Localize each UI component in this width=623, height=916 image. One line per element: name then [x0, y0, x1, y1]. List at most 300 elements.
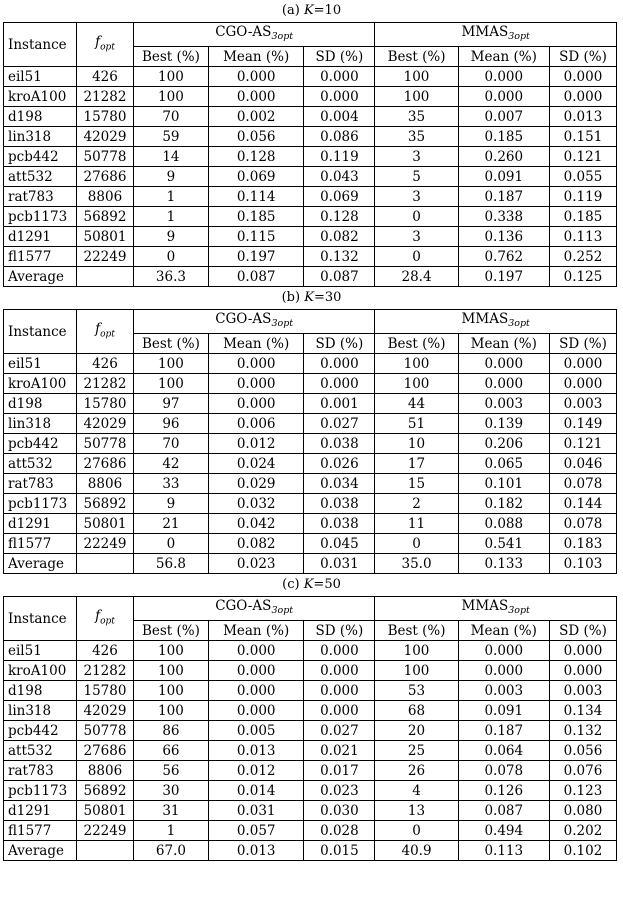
- value-cell: 15780: [77, 681, 134, 701]
- value-cell: 0.125: [549, 267, 616, 287]
- value-cell: 50778: [77, 147, 134, 167]
- value-cell: 0.012: [208, 434, 303, 454]
- instance-cell: fl1577: [4, 534, 77, 554]
- value-cell: [77, 267, 134, 287]
- value-cell: 21282: [77, 374, 134, 394]
- value-cell: 50801: [77, 514, 134, 534]
- table-row: [4, 741, 617, 761]
- value-cell: 0.021: [304, 741, 375, 761]
- table-caption: [0, 574, 623, 596]
- value-cell: 0.000: [208, 681, 303, 701]
- fopt-header: [77, 23, 134, 67]
- table-row: [4, 107, 617, 127]
- value-cell: 100: [133, 681, 208, 701]
- instance-header: Instance: [4, 23, 77, 67]
- fopt-base: f: [95, 33, 101, 50]
- instance-cell: fl1577: [4, 247, 77, 267]
- value-cell: 0.004: [304, 107, 375, 127]
- table-row: [4, 681, 617, 701]
- mmas-best-header: Best (%): [375, 621, 458, 641]
- table-row: [4, 147, 617, 167]
- value-cell: 0.000: [458, 661, 549, 681]
- instance-cell: lin318: [4, 414, 77, 434]
- value-cell: 0.078: [549, 514, 616, 534]
- table-row: [4, 434, 617, 454]
- cgo-as-group-header: [133, 23, 375, 47]
- instance-cell: d198: [4, 681, 77, 701]
- value-cell: 0.027: [304, 414, 375, 434]
- results-table: [3, 309, 617, 574]
- instance-header: Instance: [4, 597, 77, 641]
- value-cell: 0.003: [549, 394, 616, 414]
- instance-cell: att532: [4, 167, 77, 187]
- value-cell: 0.113: [458, 841, 549, 861]
- value-cell: 426: [77, 67, 134, 87]
- value-cell: 0.541: [458, 534, 549, 554]
- value-cell: 5: [375, 167, 458, 187]
- value-cell: 0.144: [549, 494, 616, 514]
- results-table: [3, 22, 617, 287]
- table-row: [4, 354, 617, 374]
- value-cell: 2: [375, 494, 458, 514]
- mmas-group-header: [375, 310, 617, 334]
- value-cell: 0.000: [208, 67, 303, 87]
- instance-cell: pcb442: [4, 147, 77, 167]
- cgo-mean-header: Mean (%): [208, 334, 303, 354]
- value-cell: 0.185: [549, 207, 616, 227]
- value-cell: 70: [133, 107, 208, 127]
- cgo-name: CGO-AS: [215, 311, 272, 327]
- cgo-mean-header: Mean (%): [208, 621, 303, 641]
- value-cell: 0.260: [458, 147, 549, 167]
- value-cell: 0.139: [458, 414, 549, 434]
- average-row: [4, 841, 617, 861]
- mmas-group-header: [375, 23, 617, 47]
- instance-cell: lin318: [4, 127, 77, 147]
- value-cell: 0.151: [549, 127, 616, 147]
- instance-cell: eil51: [4, 67, 77, 87]
- value-cell: 0.002: [208, 107, 303, 127]
- value-cell: 0.014: [208, 781, 303, 801]
- instance-cell: Average: [4, 267, 77, 287]
- value-cell: 15780: [77, 107, 134, 127]
- instance-cell: d198: [4, 394, 77, 414]
- table-row: [4, 167, 617, 187]
- instance-cell: pcb442: [4, 434, 77, 454]
- value-cell: 66: [133, 741, 208, 761]
- value-cell: 70: [133, 434, 208, 454]
- fopt-base: f: [95, 607, 101, 624]
- value-cell: 0.000: [208, 641, 303, 661]
- caption-value: =30: [313, 290, 342, 305]
- instance-cell: rat783: [4, 474, 77, 494]
- instance-cell: d1291: [4, 227, 77, 247]
- table-row: [4, 127, 617, 147]
- value-cell: 4: [375, 781, 458, 801]
- value-cell: 56: [133, 761, 208, 781]
- value-cell: 3: [375, 147, 458, 167]
- table-row: [4, 801, 617, 821]
- value-cell: 56892: [77, 781, 134, 801]
- value-cell: 0.087: [208, 267, 303, 287]
- value-cell: [77, 841, 134, 861]
- value-cell: 0.012: [208, 761, 303, 781]
- caption-label: (b): [281, 290, 301, 305]
- value-cell: 0.119: [549, 187, 616, 207]
- fopt-symbol: [95, 33, 115, 53]
- value-cell: 0.046: [549, 454, 616, 474]
- value-cell: 0.064: [458, 741, 549, 761]
- value-cell: 0.024: [208, 454, 303, 474]
- value-cell: 0.028: [304, 821, 375, 841]
- table-row: [4, 227, 617, 247]
- instance-cell: Average: [4, 841, 77, 861]
- value-cell: 0.123: [549, 781, 616, 801]
- value-cell: 0.185: [458, 127, 549, 147]
- value-cell: 100: [375, 87, 458, 107]
- cgo-subscript: 3opt: [271, 605, 294, 616]
- value-cell: 0.006: [208, 414, 303, 434]
- value-cell: 0.029: [208, 474, 303, 494]
- value-cell: 0.080: [549, 801, 616, 821]
- instance-cell: pcb442: [4, 721, 77, 741]
- fopt-symbol: [95, 320, 115, 340]
- cgo-as-group-header: [133, 310, 375, 334]
- value-cell: 0.187: [458, 721, 549, 741]
- value-cell: 0.038: [304, 434, 375, 454]
- fopt-header: [77, 597, 134, 641]
- mmas-mean-header: Mean (%): [458, 334, 549, 354]
- value-cell: 0.013: [549, 107, 616, 127]
- value-cell: 8806: [77, 474, 134, 494]
- value-cell: 33: [133, 474, 208, 494]
- mmas-name: MMAS: [461, 24, 509, 40]
- value-cell: 0.023: [304, 781, 375, 801]
- value-cell: 42029: [77, 127, 134, 147]
- fopt-subscript: opt: [100, 42, 115, 53]
- fopt-subscript: opt: [100, 616, 115, 627]
- table-row: [4, 394, 617, 414]
- value-cell: 100: [375, 641, 458, 661]
- instance-cell: kroA100: [4, 374, 77, 394]
- fopt-header: [77, 310, 134, 354]
- instance-cell: pcb1173: [4, 781, 77, 801]
- value-cell: 0.128: [208, 147, 303, 167]
- value-cell: 0.128: [304, 207, 375, 227]
- value-cell: 0.043: [304, 167, 375, 187]
- cgo-best-header: Best (%): [133, 47, 208, 67]
- value-cell: 0.076: [549, 761, 616, 781]
- value-cell: 0.132: [549, 721, 616, 741]
- value-cell: 0.007: [458, 107, 549, 127]
- value-cell: 0.078: [549, 474, 616, 494]
- value-cell: 14: [133, 147, 208, 167]
- value-cell: 0.000: [549, 67, 616, 87]
- value-cell: 0: [375, 247, 458, 267]
- instance-cell: fl1577: [4, 821, 77, 841]
- average-row: [4, 554, 617, 574]
- value-cell: 0.000: [549, 374, 616, 394]
- value-cell: 0.102: [549, 841, 616, 861]
- value-cell: 56892: [77, 207, 134, 227]
- value-cell: 0: [375, 821, 458, 841]
- value-cell: 13: [375, 801, 458, 821]
- instance-header: Instance: [4, 310, 77, 354]
- value-cell: 0.082: [304, 227, 375, 247]
- value-cell: 1: [133, 207, 208, 227]
- value-cell: 0.000: [208, 661, 303, 681]
- value-cell: 0.013: [208, 841, 303, 861]
- value-cell: 11: [375, 514, 458, 534]
- value-cell: 9: [133, 167, 208, 187]
- mmas-name: MMAS: [461, 598, 509, 614]
- value-cell: 9: [133, 494, 208, 514]
- table-row: [4, 87, 617, 107]
- value-cell: 100: [133, 354, 208, 374]
- value-cell: 28.4: [375, 267, 458, 287]
- table-row: [4, 374, 617, 394]
- mmas-subscript: 3opt: [508, 318, 530, 329]
- mmas-subscript: 3opt: [508, 605, 530, 616]
- value-cell: 0.182: [458, 494, 549, 514]
- value-cell: 0.005: [208, 721, 303, 741]
- value-cell: 0.087: [304, 267, 375, 287]
- table-row: [4, 781, 617, 801]
- value-cell: 0.000: [304, 681, 375, 701]
- value-cell: 68: [375, 701, 458, 721]
- value-cell: 0.000: [304, 374, 375, 394]
- value-cell: 0.082: [208, 534, 303, 554]
- value-cell: 0.187: [458, 187, 549, 207]
- instance-cell: rat783: [4, 187, 77, 207]
- value-cell: 0: [375, 534, 458, 554]
- value-cell: 0.056: [549, 741, 616, 761]
- value-cell: 1: [133, 821, 208, 841]
- value-cell: 56.8: [133, 554, 208, 574]
- value-cell: 0.091: [458, 167, 549, 187]
- value-cell: 0.000: [458, 374, 549, 394]
- value-cell: 0.069: [304, 187, 375, 207]
- value-cell: 0.000: [304, 67, 375, 87]
- caption-variable: K: [303, 577, 314, 592]
- value-cell: 50801: [77, 801, 134, 821]
- caption-value: =10: [313, 3, 342, 18]
- value-cell: 0.000: [549, 641, 616, 661]
- value-cell: 0.000: [304, 641, 375, 661]
- table-caption: [0, 0, 623, 22]
- value-cell: 0.087: [458, 801, 549, 821]
- instance-cell: att532: [4, 454, 77, 474]
- value-cell: 100: [133, 701, 208, 721]
- instance-cell: Average: [4, 554, 77, 574]
- value-cell: 3: [375, 227, 458, 247]
- value-cell: 0.023: [208, 554, 303, 574]
- instance-cell: d198: [4, 107, 77, 127]
- value-cell: 20: [375, 721, 458, 741]
- value-cell: 0.017: [304, 761, 375, 781]
- value-cell: 97: [133, 394, 208, 414]
- value-cell: 0.000: [304, 354, 375, 374]
- cgo-subscript: 3opt: [271, 318, 294, 329]
- mmas-sd-header: SD (%): [549, 621, 616, 641]
- cgo-best-header: Best (%): [133, 621, 208, 641]
- value-cell: 42: [133, 454, 208, 474]
- value-cell: 0.121: [549, 147, 616, 167]
- value-cell: 25: [375, 741, 458, 761]
- value-cell: 100: [133, 67, 208, 87]
- value-cell: 44: [375, 394, 458, 414]
- value-cell: 1: [133, 187, 208, 207]
- table-row: [4, 641, 617, 661]
- value-cell: 21282: [77, 87, 134, 107]
- table-row: [4, 414, 617, 434]
- cgo-name: CGO-AS: [215, 24, 272, 40]
- fopt-base: f: [95, 320, 101, 337]
- value-cell: 0: [133, 247, 208, 267]
- caption-label: (c): [282, 577, 300, 592]
- cgo-subscript: 3opt: [271, 31, 294, 42]
- cgo-name: CGO-AS: [215, 598, 272, 614]
- instance-cell: kroA100: [4, 661, 77, 681]
- value-cell: 3: [375, 187, 458, 207]
- value-cell: 0.000: [208, 394, 303, 414]
- value-cell: 35.0: [375, 554, 458, 574]
- value-cell: 0.134: [549, 701, 616, 721]
- value-cell: 0.252: [549, 247, 616, 267]
- table-row: [4, 534, 617, 554]
- table-row: [4, 474, 617, 494]
- value-cell: 0.030: [304, 801, 375, 821]
- value-cell: 0: [375, 207, 458, 227]
- value-cell: 0.078: [458, 761, 549, 781]
- cgo-best-header: Best (%): [133, 334, 208, 354]
- value-cell: 0.114: [208, 187, 303, 207]
- value-cell: 42029: [77, 701, 134, 721]
- value-cell: 53: [375, 681, 458, 701]
- value-cell: 0.031: [208, 801, 303, 821]
- mmas-sd-header: SD (%): [549, 334, 616, 354]
- instance-cell: d1291: [4, 514, 77, 534]
- value-cell: 50778: [77, 721, 134, 741]
- value-cell: 51: [375, 414, 458, 434]
- value-cell: 0.015: [304, 841, 375, 861]
- value-cell: 0.113: [549, 227, 616, 247]
- value-cell: 21282: [77, 661, 134, 681]
- value-cell: 0.121: [549, 434, 616, 454]
- value-cell: 15780: [77, 394, 134, 414]
- value-cell: 0.003: [549, 681, 616, 701]
- value-cell: 0.001: [304, 394, 375, 414]
- value-cell: 0.000: [458, 354, 549, 374]
- average-row: [4, 267, 617, 287]
- value-cell: 56892: [77, 494, 134, 514]
- caption-variable: K: [304, 290, 314, 305]
- value-cell: 0.045: [304, 534, 375, 554]
- value-cell: 0.027: [304, 721, 375, 741]
- value-cell: 22249: [77, 534, 134, 554]
- value-cell: 86: [133, 721, 208, 741]
- cgo-as-group-header: [133, 597, 375, 621]
- table-row: [4, 247, 617, 267]
- value-cell: 40.9: [375, 841, 458, 861]
- value-cell: 0.003: [458, 681, 549, 701]
- value-cell: 0.494: [458, 821, 549, 841]
- value-cell: 26: [375, 761, 458, 781]
- value-cell: 8806: [77, 187, 134, 207]
- value-cell: 10: [375, 434, 458, 454]
- value-cell: 0.042: [208, 514, 303, 534]
- value-cell: 0.000: [208, 374, 303, 394]
- value-cell: 0.000: [549, 354, 616, 374]
- instance-cell: pcb1173: [4, 207, 77, 227]
- table-row: [4, 761, 617, 781]
- table-row: [4, 187, 617, 207]
- value-cell: 0.000: [304, 87, 375, 107]
- instance-cell: pcb1173: [4, 494, 77, 514]
- value-cell: 0.197: [208, 247, 303, 267]
- value-cell: 0.031: [304, 554, 375, 574]
- value-cell: 35: [375, 107, 458, 127]
- value-cell: 0.091: [458, 701, 549, 721]
- value-cell: 0.069: [208, 167, 303, 187]
- value-cell: 0.032: [208, 494, 303, 514]
- value-cell: 0.183: [549, 534, 616, 554]
- value-cell: 8806: [77, 761, 134, 781]
- value-cell: 0.101: [458, 474, 549, 494]
- value-cell: 0.034: [304, 474, 375, 494]
- value-cell: 100: [375, 374, 458, 394]
- mmas-group-header: [375, 597, 617, 621]
- value-cell: 0.000: [549, 87, 616, 107]
- value-cell: 9: [133, 227, 208, 247]
- caption-variable: K: [303, 3, 314, 18]
- table-row: [4, 67, 617, 87]
- value-cell: 0.762: [458, 247, 549, 267]
- value-cell: 27686: [77, 741, 134, 761]
- value-cell: 426: [77, 354, 134, 374]
- value-cell: 0.000: [208, 354, 303, 374]
- value-cell: 0.133: [458, 554, 549, 574]
- value-cell: 0.000: [458, 87, 549, 107]
- value-cell: 0.000: [304, 661, 375, 681]
- value-cell: 0.026: [304, 454, 375, 474]
- value-cell: 0.013: [208, 741, 303, 761]
- caption-label: (a): [281, 3, 300, 18]
- value-cell: [77, 554, 134, 574]
- value-cell: 0.000: [208, 701, 303, 721]
- cgo-mean-header: Mean (%): [208, 47, 303, 67]
- value-cell: 0.003: [458, 394, 549, 414]
- mmas-best-header: Best (%): [375, 334, 458, 354]
- cgo-sd-header: SD (%): [304, 47, 375, 67]
- value-cell: 0.086: [304, 127, 375, 147]
- instance-cell: rat783: [4, 761, 77, 781]
- table-row: [4, 661, 617, 681]
- value-cell: 0.038: [304, 514, 375, 534]
- value-cell: 100: [375, 661, 458, 681]
- value-cell: 100: [375, 354, 458, 374]
- value-cell: 0.338: [458, 207, 549, 227]
- mmas-best-header: Best (%): [375, 47, 458, 67]
- value-cell: 0.000: [458, 67, 549, 87]
- value-cell: 31: [133, 801, 208, 821]
- mmas-name: MMAS: [461, 311, 509, 327]
- value-cell: 0.132: [304, 247, 375, 267]
- mmas-sd-header: SD (%): [549, 47, 616, 67]
- value-cell: 27686: [77, 167, 134, 187]
- value-cell: 42029: [77, 414, 134, 434]
- value-cell: 27686: [77, 454, 134, 474]
